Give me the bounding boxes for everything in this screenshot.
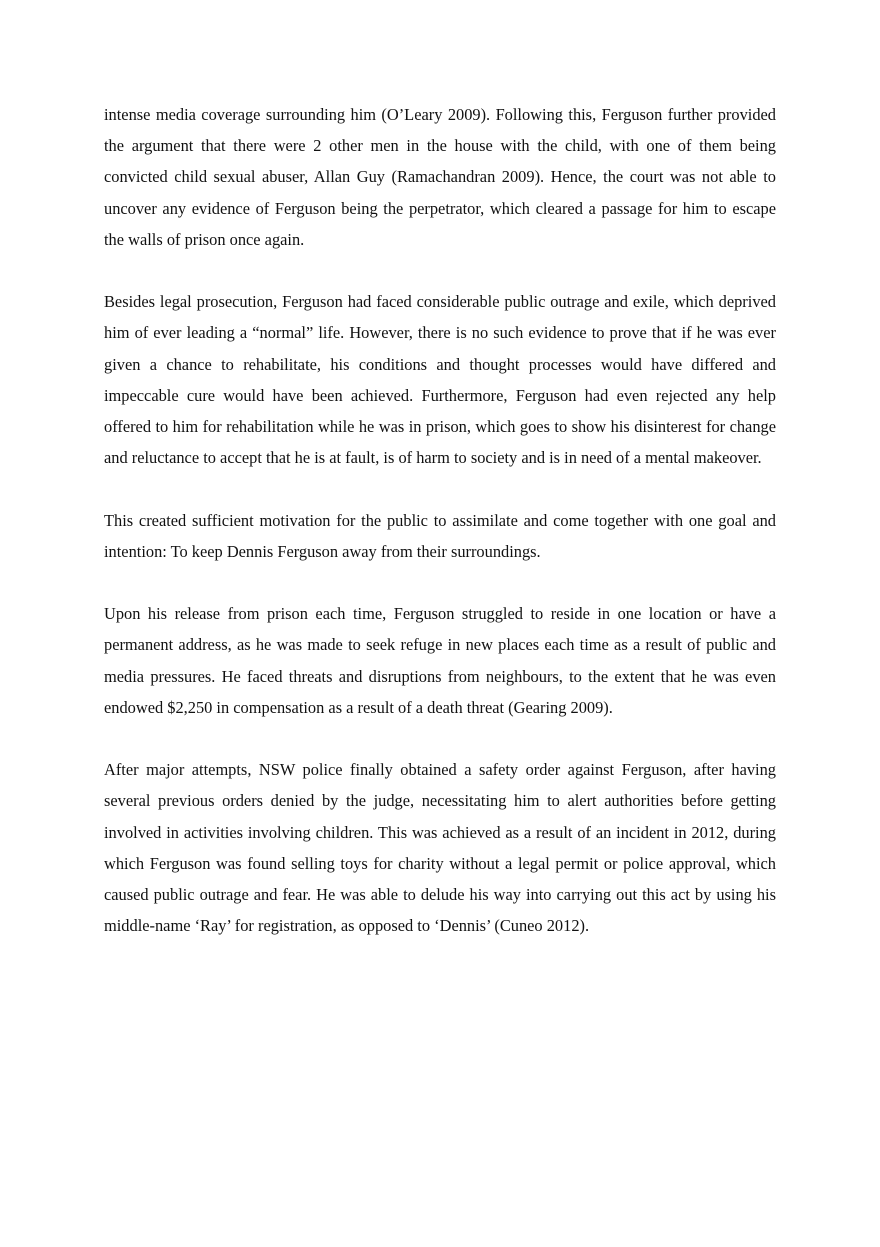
document-body [104,99,776,941]
paragraph-4: Upon his release from prison each time, Ferguson struggled to reside in one location or have a permanent address, as he was made to seek refuge in new places each time as a result of public and media pressures. He faced threats and disruptions from neighbours, to the extent that he was even endowed $2,250 in compensation as a result of a death threat (Gearing 2009). [104,604,776,717]
paragraph-3: This created sufficient motivation for the public to assimilate and come together with one goal and intention: To keep Dennis Ferguson away from their surroundings. [104,510,776,561]
paragraph-2: Besides legal prosecution, Ferguson had faced considerable public outrage and exile, which deprived him of ever leading a “normal” life. However, there is no such evidence to prove that if he was ever given a chance to rehabilitate, his conditions and thought processes would have differed and impeccable cure would have been achieved. Furthermore, Ferguson had even rejected any help offered to him for rehabilitation while he was in prison, which goes to show his disinterest for change and reluctance to accept that he is at fault, is of harm to society and is in need of a mental makeover. [104,292,776,468]
paragraph-1: intense media coverage surrounding him (O’Leary 2009). Following this, Ferguson further provided the argument that there were 2 other men in the house with the child, with one of them being convicted child sexual abuser, Allan Guy (Ramachandran 2009). Hence, the court was not able to uncover any evidence of Ferguson being the perpetrator, which cleared a passage for him to escape the walls of prison once again. [104,105,776,249]
paragraph-5: After major attempts, NSW police finally obtained a safety order against Ferguson, after having several previous orders denied by the judge, necessitating him to alert authorities before getting involved in activities involving children. This was achieved as a result of an incident in 2012, during which Ferguson was found selling toys for charity without a legal permit or police approval, which caused public outrage and fear. He was able to delude his way into carrying out this act by using his middle-name ‘Ray’ for registration, as opposed to ‘Dennis’ (Cuneo 2012). [104,760,776,936]
